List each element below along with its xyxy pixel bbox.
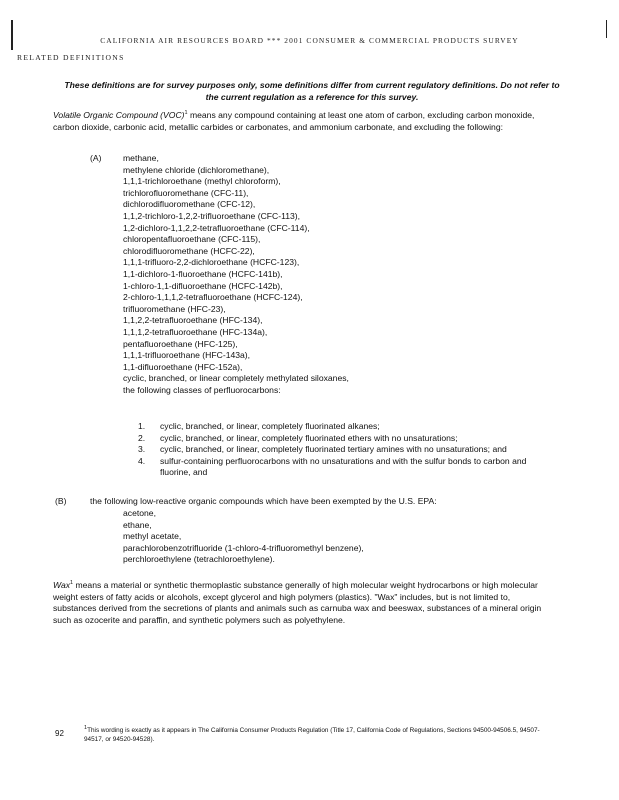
list-item: ethane, <box>123 519 152 530</box>
list-item: 1,1,1-trichloroethane (methyl chloroform), <box>123 176 281 187</box>
list-item: 1,1,1,2-tetrafluoroethane (HFC-134a), <box>123 326 268 337</box>
list-item <box>138 421 558 433</box>
list-item: perchloroethylene (tetrachloroethylene). <box>123 554 275 565</box>
list-item: pentafluoroethane (HFC-125), <box>123 338 238 349</box>
list-item: 1-chloro-1,1-difluoroethane (HCFC-142b), <box>123 280 283 291</box>
voc-term: Volatile Organic Compound (VOC) <box>53 110 185 120</box>
exclusion-label-b: (B) <box>55 496 67 506</box>
list-item: 1,1,1-trifluoro-2,2-dichloroethane (HCFC-123), <box>123 257 300 268</box>
wax-footnote-mark: 1 <box>70 580 74 587</box>
list-item <box>138 433 558 445</box>
list-item: chlorodifluoromethane (HCFC-22), <box>123 245 255 256</box>
page-number: 92 <box>55 729 64 738</box>
voc-definition-text: means any compound containing at least one atom of carbon, excluding carbon monoxide, carbon dioxide, carbonic acid, metallic carbides or carbonates, and ammonium carbonate, and excluding the following: <box>53 110 535 132</box>
exclusion-list-a <box>123 153 349 396</box>
footnote-text: This wording is exactly as it appears in The California Consumer Products Regulation (Title 17, California Code of Regulations, Sections 94500-94506.5, 94507-94517, or 94520-94528). <box>84 727 540 743</box>
list-item: 1,1,2,2-tetrafluoroethane (HFC-134), <box>123 315 263 326</box>
list-item <box>138 456 558 479</box>
list-item-number: 3. <box>138 444 146 455</box>
voc-footnote-mark: 1 <box>184 110 188 117</box>
list-item-number: 1. <box>138 421 146 431</box>
scan-edge-mark-left <box>11 20 13 50</box>
list-item: 1,1-difluoroethane (HFC-152a), <box>123 361 243 372</box>
voc-definition <box>53 110 553 133</box>
list-item: the following classes of perfluorocarbons: <box>123 384 281 395</box>
list-item-text: sulfur-containing perfluorocarbons with no unsaturations and with the sulfur bonds to carbon and fluorine, and <box>160 455 527 478</box>
list-item: 1,1-dichloro-1-fluoroethane (HCFC-141b), <box>123 268 283 279</box>
perfluorocarbon-class-list <box>138 421 558 479</box>
list-item: methylene chloride (dichloromethane), <box>123 164 270 175</box>
intro-note: These definitions are for survey purposes only, some definitions differ from current regulatory definitions. Do not refer to the current regulation as a reference for this survey. <box>64 80 560 102</box>
list-item-text: cyclic, branched, or linear, completely fluorinated ethers with no unsaturations; <box>160 432 458 443</box>
list-item: chloropentafluoroethane (CFC-115), <box>123 234 261 245</box>
exclusion-label-a: (A) <box>90 153 102 163</box>
list-item: parachlorobenzotrifluoride (1-chloro-4-trifluoromethyl benzene), <box>123 542 364 553</box>
running-header: CALIFORNIA AIR RESOURCES BOARD *** 2001 CONSUMER & COMMERCIAL PRODUCTS SURVEY <box>100 36 519 45</box>
list-item: 1,2-dichloro-1,1,2,2-tetrafluoroethane (CFC-114), <box>123 222 310 233</box>
list-item-text: cyclic, branched, or linear, completely fluorinated alkanes; <box>160 421 380 431</box>
exclusion-b-lead: the following low-reactive organic compounds which have been exempted by the U.S. EPA: <box>90 496 437 506</box>
wax-definition <box>53 580 553 626</box>
footnote <box>84 726 554 744</box>
footnote-mark: 1 <box>84 724 88 731</box>
wax-definition-text: means a material or synthetic thermoplastic substance generally of high molecular weight hydrocarbons or high molecular weight esters of fatty acids or alcohols, except glycerol and high polymers (plastics). "Wax" includes, but is not limited to, substances derived from the secretions of plants and animals such as carnuba wax and beeswax, substances of a mineral origin such as ozocerite and paraffin, and synthetic polymers such as polyethylene. <box>53 580 542 625</box>
list-item: 2-chloro-1,1,1,2-tetrafluoroethane (HCFC-124), <box>123 292 303 303</box>
list-item: cyclic, branched, or linear completely methylated siloxanes, <box>123 373 349 384</box>
list-item: methyl acetate, <box>123 531 182 542</box>
list-item: acetone, <box>123 508 156 518</box>
list-item: trichlorofluoromethane (CFC-11), <box>123 187 249 198</box>
list-item: 1,1,2-trichloro-1,2,2-trifluoroethane (CFC-113), <box>123 210 301 221</box>
list-item: dichlorodifluoromethane (CFC-12), <box>123 199 256 210</box>
wax-term: Wax <box>53 580 71 590</box>
exclusion-list-b <box>123 508 364 566</box>
list-item-text: cyclic, branched, or linear, completely fluorinated tertiary amines with no unsaturations; and <box>160 444 507 455</box>
list-item: methane, <box>123 153 159 163</box>
list-item: trifluoromethane (HFC-23), <box>123 303 226 314</box>
list-item <box>138 444 558 456</box>
section-header: RELATED DEFINITIONS <box>17 53 125 62</box>
list-item-number: 4. <box>138 455 146 466</box>
list-item-number: 2. <box>138 432 146 443</box>
list-item: 1,1,1-trifluoroethane (HFC-143a), <box>123 350 251 361</box>
